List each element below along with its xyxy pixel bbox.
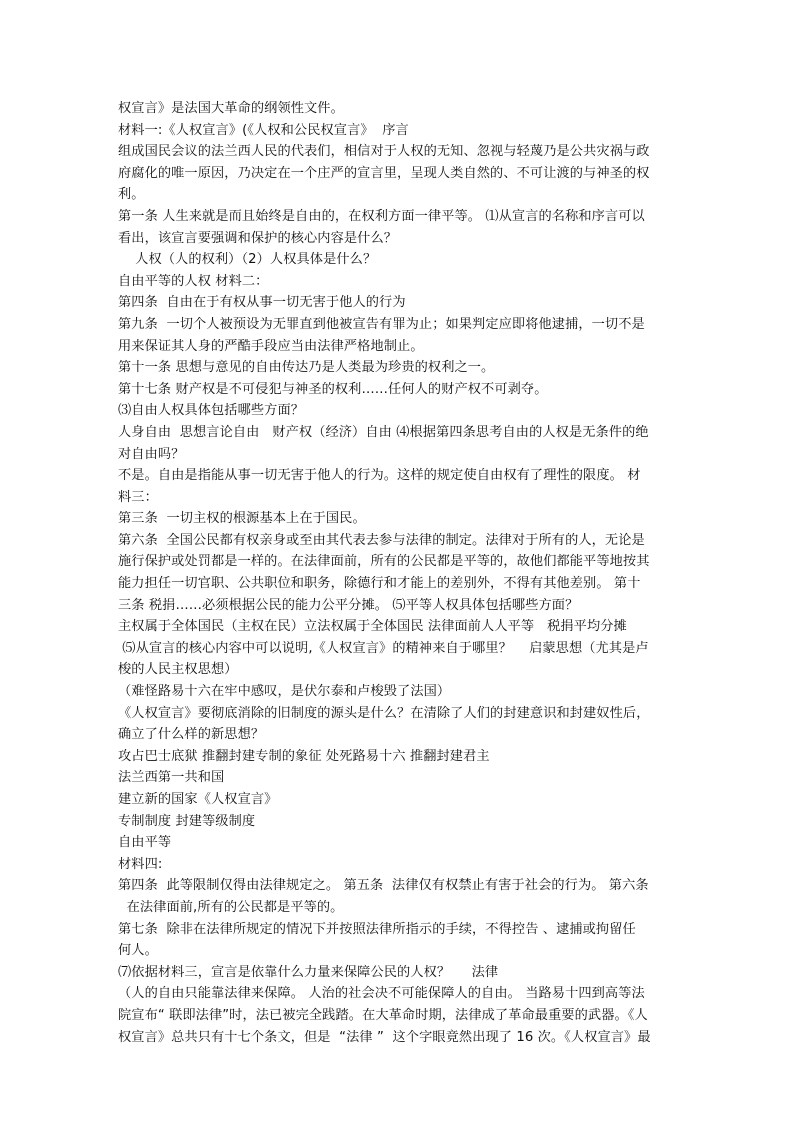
text-line: 第九条 一切个人被预设为无罪直到他被宣告有罪为止；如果判定应即将他逮捕，一切不是	[118, 316, 645, 332]
text-line: 三条 税捐……必须根据公民的能力公平分摊。 ⑸平等人权具体包括哪些方面？	[118, 597, 579, 613]
text-line: 对自由吗？	[118, 446, 185, 462]
text-line: ⑺依据材料三，宣言是依靠什么力量来保障公民的人权？ 法律	[118, 964, 499, 980]
text-line: 自由平等	[118, 835, 172, 851]
text-line: 第七条 除非在法律所规定的情况下并按照法律所指示的手续，不得控告 、逮捕或拘留任	[118, 921, 636, 937]
text-line: 第一条 人生来就是而且始终是自由的，在权利方面一律平等。 ⑴从宣言的名称和序言可以	[118, 208, 645, 224]
text-line: 看出，该宣言要强调和保护的核心内容是什么？	[118, 230, 398, 246]
text-line: 攻占巴士底狱 推翻封建专制的象征 处死路易十六 推翻封建君主	[118, 748, 490, 764]
text-line: 第六条 全国公民都有权亲身或至由其代表去参与法律的制定。法律对于所有的人，无论是	[118, 532, 645, 548]
text-line: 材料四:	[118, 856, 163, 872]
text-line: 主权属于全体国民（主权在民）立法权属于全体国民 法律面前人人平等 税捐平均分摊	[118, 619, 627, 635]
text-line: （难怪路易十六在牢中感叹，是伏尔泰和卢梭毁了法国）	[118, 684, 451, 700]
text-line: 第四条 自由在于有权从事一切无害于他人的行为	[118, 295, 406, 311]
text-line: 权宣言》总共只有十七个条文，但是 “法律 ” 这个字眼竟然出现了 16 次。《人权宣言》最	[118, 1029, 651, 1045]
text-line: 府腐化的唯一原因，乃决定在一个庄严的宣言里，呈现人类自然的、不可让渡的与神圣的权	[118, 165, 650, 181]
text-line: 第十一条 思想与意见的自由传达乃是人类最为珍贵的权利之一。	[118, 360, 495, 376]
text-line: 自由平等的人权 材料二：	[118, 273, 269, 289]
text-line: 专制制度 封建等级制度	[118, 813, 256, 829]
text-line: 第十七条 财产权是不可侵犯与神圣的权利……任何人的财产权不可剥夺。	[118, 381, 548, 397]
text-line: 院宣布“ 联即法律”时，法已被完全践踏。在大革命时期，法律成了革命最重要的武器。《人	[118, 1007, 648, 1023]
text-line: 组成国民会议的法兰西人民的代表们，相信对于人权的无知、忽视与轻蔑乃是公共灾祸与政	[118, 144, 650, 160]
text-line: 《人权宣言》要彻底消除的旧制度的源头是什么？在清除了人们的封建意识和封建奴性后，	[118, 705, 650, 721]
text-line: 人身自由 思想言论自由 财产权（经济）自由 ⑷根据第四条思考自由的人权是无条件的绝	[118, 424, 649, 440]
text-line: 梭的人民主权思想）	[118, 662, 238, 678]
text-line: 用来保证其人身的严酷手段应当由法律严格地制止。	[118, 338, 424, 354]
text-line: 确立了什么样的新思想？	[118, 727, 265, 743]
text-line: 在法律面前,所有的公民都是平等的。	[118, 899, 344, 915]
text-line: 材料一:《人权宣言》(《人权和公民权宣言》 序言	[118, 122, 409, 138]
text-line: 人权（人的权利）（2）人权具体是什么？	[118, 252, 377, 268]
text-line: 利。	[118, 187, 145, 203]
text-line: ⑸从宣言的核心内容中可以说明,《人权宣言》的精神来自于哪里？ 启蒙思想（尤其是卢	[118, 640, 649, 656]
text-line: 何人。	[118, 943, 158, 959]
document-text	[118, 98, 678, 1048]
text-line: ⑶自由人权具体包括哪些方面？	[118, 403, 305, 419]
text-line: 不是。自由是指能从事一切无害于他人的行为。这样的规定使自由权有了理性的限度。 材	[118, 468, 641, 484]
text-line: 法兰西第一共和国	[118, 770, 225, 786]
text-line: 第三条 一切主权的根源基本上在于国民。	[118, 511, 366, 527]
text-line: 料三：	[118, 489, 158, 505]
text-line: 建立新的国家《人权宣言》	[118, 792, 278, 807]
text-line: 第四条 此等限制仅得由法律规定之。 第五条 法律仅有权禁止有害于社会的行为。 第六条	[118, 878, 649, 894]
text-line: （人的自由只能靠法律来保障。 人治的社会决不可能保障人的自由。 当路易十四到高等法	[118, 986, 645, 1002]
text-line: 能力担任一切官职、公共职位和职务，除德行和才能上的差别外，不得有其他差别。 第十	[118, 576, 641, 592]
text-line: 施行保护或处罚都是一样的。在法律面前，所有的公民都是平等的，故他们都能平等地按其	[118, 554, 650, 570]
text-line: 权宣言》是法国大革命的纲领性文件。	[118, 101, 344, 116]
